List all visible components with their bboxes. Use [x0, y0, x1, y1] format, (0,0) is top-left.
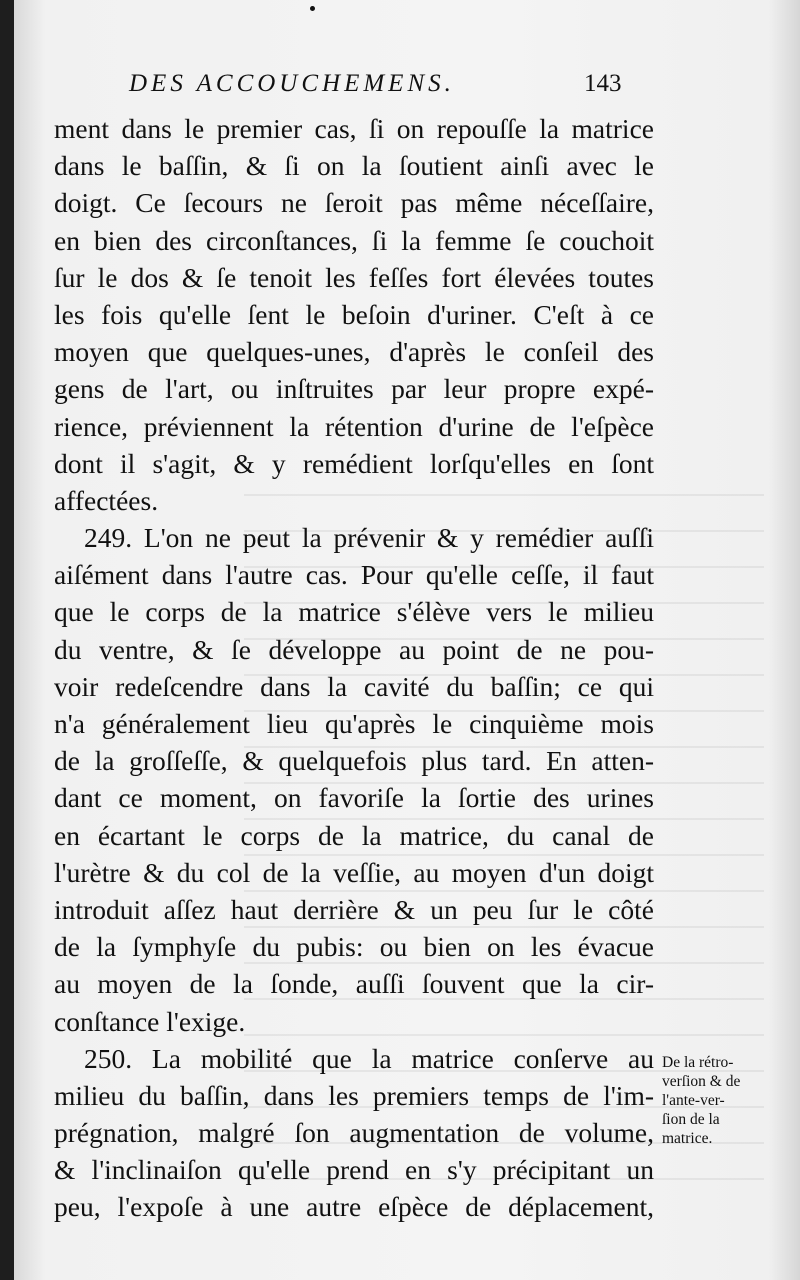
text-line: milieu du baſſin, dans les premiers temps de l'im-	[54, 1079, 654, 1111]
margin-note-line: verſion & de	[662, 1073, 741, 1090]
text-line: affectées.	[54, 484, 159, 516]
text-line: & l'inclinaiſon qu'elle prend en s'y précipitant un	[54, 1154, 654, 1186]
book-page	[14, 0, 800, 1280]
running-head	[14, 70, 800, 110]
ink-speck	[310, 6, 315, 11]
page-number: 143	[584, 70, 622, 97]
paragraph-249-start: 249. L'on ne peut la prévenir & y remédier auſſi	[84, 522, 654, 554]
text-line: dans le baſſin, & ſi on la ſoutient ainſi avec le	[54, 150, 654, 182]
text-line: rience, préviennent la rétention d'urine de l'eſpèce	[54, 410, 654, 442]
text-line: de la groſſeſſe, & quelquefois plus tard. En atten-	[54, 745, 654, 777]
text-line: ment dans le premier cas, ſi on repouſſe la matrice	[54, 113, 654, 144]
text-line: aiſément dans l'autre cas. Pour qu'elle ceſſe, il faut	[54, 559, 654, 591]
margin-note-line: De la rétro-	[662, 1054, 734, 1071]
text-line: que le corps de la matrice s'élève vers le milieu	[54, 596, 654, 628]
margin-note-line: l'ante-ver-	[662, 1092, 725, 1109]
text-line: en bien des circonſtances, ſi la femme ſe couchoit	[54, 224, 654, 256]
margin-note	[662, 1053, 792, 1148]
text-line: ſur le dos & ſe tenoit les feſſes fort élevées toutes	[54, 261, 654, 293]
text-line: doigt. Ce ſecours ne ſeroit pas même néceſſaire,	[54, 187, 654, 219]
running-head-title: DES ACCOUCHEMENS.	[129, 70, 455, 97]
text-line: prégnation, malgré ſon augmentation de volume,	[54, 1117, 654, 1149]
text-line: voir redeſcendre dans la cavité du baſſin; ce qui	[54, 670, 654, 702]
text-line: peu, l'expoſe à une autre eſpèce de déplacement,	[54, 1191, 654, 1223]
text-line: du ventre, & ſe développe au point de ne pou-	[54, 633, 654, 665]
margin-note-line: ſion de la	[662, 1111, 720, 1128]
text-line: l'urètre & du col de la veſſie, au moyen d'un doigt	[54, 856, 654, 888]
body-text	[54, 110, 654, 1226]
paragraph-250-start: 250. La mobilité que la matrice conſerve au	[84, 1042, 654, 1074]
text-line: conſtance l'exige.	[54, 1005, 246, 1037]
text-line: en écartant le corps de la matrice, du canal de	[54, 819, 654, 851]
text-line: au moyen de la ſonde, auſſi ſouvent que la cir-	[54, 968, 654, 1000]
text-line: gens de l'art, ou inſtruites par leur propre expé-	[54, 373, 654, 405]
text-line: n'a généralement lieu qu'après le cinquième mois	[54, 708, 654, 739]
book-gutter	[0, 0, 14, 1280]
margin-note-line: matrice.	[662, 1130, 713, 1147]
text-line: les fois qu'elle ſent le beſoin d'uriner. C'eſt à ce	[54, 298, 654, 330]
text-line: de la ſymphyſe du pubis: ou bien on les évacue	[54, 931, 654, 963]
text-line: dont il s'agit, & y remédient lorſqu'elles en ſont	[54, 447, 654, 479]
text-line: moyen que quelques-unes, d'après le conſeil des	[54, 336, 654, 368]
text-line: introduit aſſez haut derrière & un peu ſur le côté	[54, 893, 654, 925]
text-line: dant ce moment, on favoriſe la ſortie des urines	[54, 782, 654, 814]
